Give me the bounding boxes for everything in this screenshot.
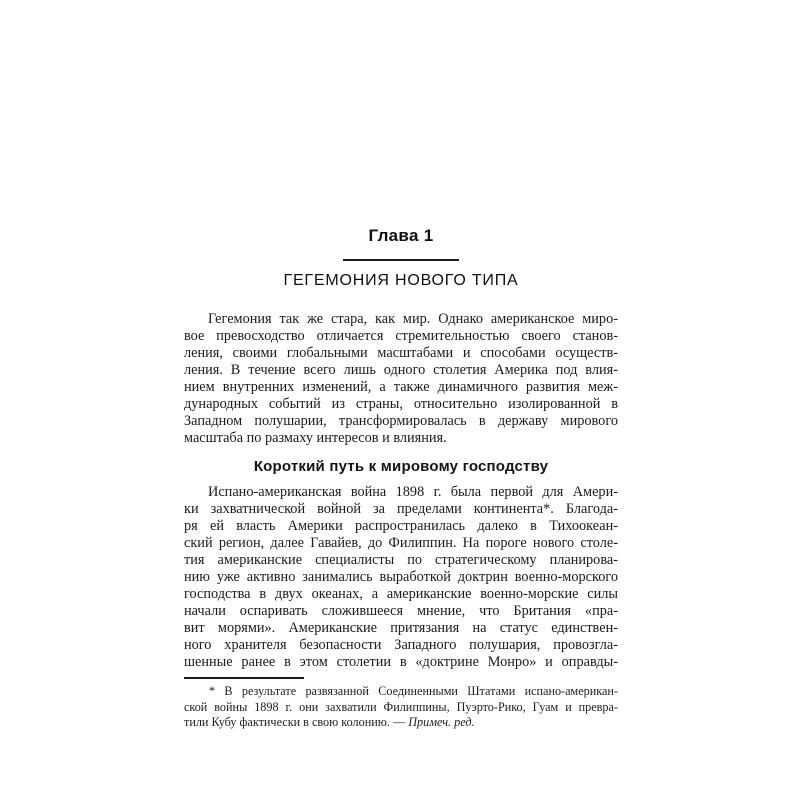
footnote-line: * В результате развязанной Соединенными Штатами испано-американ- — [209, 684, 618, 698]
footnote-last-line-text: тили Кубу фактически в свою колонию. — — [184, 715, 409, 730]
chapter-title: ГЕГЕМОНИЯ НОВОГО ТИПА — [283, 272, 519, 289]
chapter-label: Глава 1 — [368, 226, 434, 245]
content-column — [184, 226, 618, 731]
paragraph-intro: Гегемония так же стара, как мир. Однако американское миро- вое превосходство отличается стремительностью своего станов- ления, своими глобальными масштабами и способами осуществ- ления. В течение всего лишь одного столетия Америка под влия- нием внутренних изменений, а также динамичного развития меж- дународных событий из страны, относительно изолированной в Западном полушарии, трансформировалась в державу мирового масштаба по размаху интересов и влияния. — [184, 311, 618, 446]
footnote-divider — [184, 677, 304, 679]
footnote — [184, 684, 618, 731]
footnote-line — [184, 715, 618, 731]
chapter-divider — [343, 259, 459, 261]
section-heading: Короткий путь к мировому господству — [253, 458, 549, 475]
paragraph-section: Испано-американская война 1898 г. была первой для Амери- ки захватнической войной за пределами континента*. Благода- ря ей власть Америки распространилась далеко в Тихоокеан- ский регион, далее Гавайев, до Филиппин. На пороге нового столе- тия американские специалисты по стратегическому планирова- нию уже активно занимались выработкой доктрин военно-морского господства в двух океанах, а американские военно-морские силы начали оспаривать сложившееся мнение, что Британия «пра- вит морями». Американские притязания на статус единствен- ного хранителя безопасности Западного полушария, провозгла- шенные ранее в этом столетии в «доктрине Монро» и оправды- — [184, 484, 618, 670]
footnote-attribution: Примеч. ред. — [408, 715, 475, 730]
footnote-line: ской войны 1898 г. они захватили Филиппины, Пуэрто-Рико, Гуам и превра- — [184, 699, 618, 714]
